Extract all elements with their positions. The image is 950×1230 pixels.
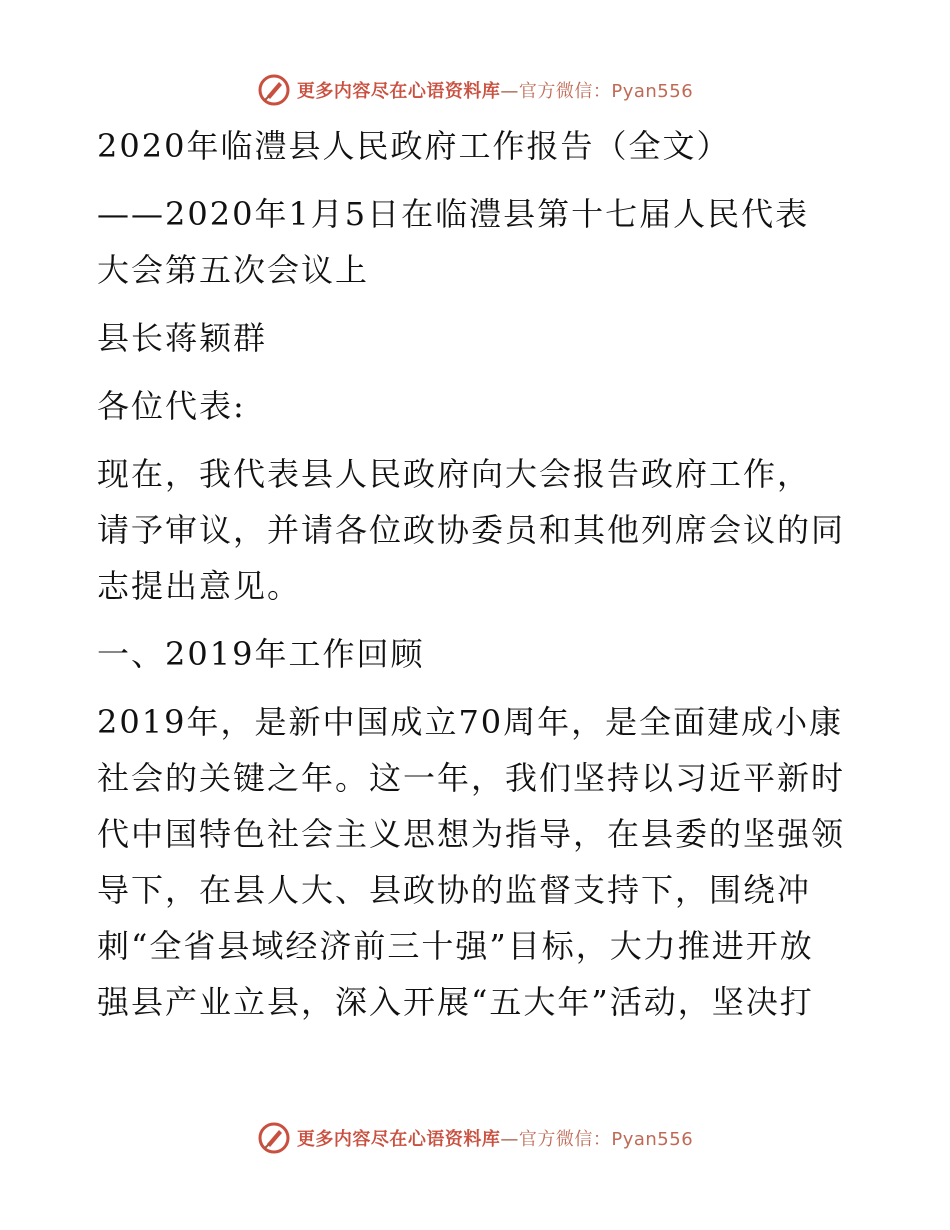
watermark-text bbox=[297, 77, 693, 103]
paragraph-title bbox=[97, 118, 857, 174]
watermark-wechat-text: 官方微信：Pyan556 bbox=[518, 81, 694, 102]
text-line: 强县产业立县，深入开展“五大年”活动，坚决打 bbox=[97, 983, 814, 1021]
watermark-dash: — bbox=[500, 1129, 519, 1150]
text-line: 志提出意见。 bbox=[97, 567, 302, 605]
watermark-main-text: 更多内容尽在心语资料库 bbox=[296, 81, 501, 102]
paragraph-section-1 bbox=[97, 626, 857, 682]
text-line: 请予审议，并请各位政协委员和其他列席会议的同 bbox=[97, 511, 846, 549]
paragraph-salutation bbox=[97, 378, 857, 434]
watermark-logo-icon bbox=[257, 73, 291, 107]
text-line: 2019年，是新中国成立70周年，是全面建成小康 bbox=[97, 703, 844, 741]
text-line: 大会第五次会议上 bbox=[97, 251, 370, 289]
text-line: ——2020年1月5日在临澧县第十七届人民代表 bbox=[97, 195, 810, 233]
text-line: 导下，在县人大、县政协的监督支持下，围绕冲 bbox=[97, 871, 812, 909]
text-line: 各位代表: bbox=[97, 387, 246, 425]
watermark-main-text: 更多内容尽在心语资料库 bbox=[296, 1129, 501, 1150]
watermark-text bbox=[297, 1125, 693, 1151]
paragraph-speaker bbox=[97, 310, 857, 366]
text-line: 一、2019年工作回顾 bbox=[97, 635, 425, 673]
paragraph-body-1 bbox=[97, 694, 857, 1030]
paragraph-subtitle bbox=[97, 186, 857, 298]
watermark-dash: — bbox=[500, 81, 519, 102]
watermark-logo-icon bbox=[257, 1121, 291, 1155]
document-body bbox=[97, 118, 857, 1042]
text-line: 现在，我代表县人民政府向大会报告政府工作， bbox=[97, 455, 812, 493]
text-line: 2020年临澧县人民政府工作报告（全文） bbox=[97, 127, 731, 165]
text-line: 社会的关键之年。这一年，我们坚持以习近平新时 bbox=[97, 759, 846, 797]
watermark-wechat-text: 官方微信：Pyan556 bbox=[518, 1129, 694, 1150]
watermark-banner-bottom bbox=[0, 1118, 950, 1158]
text-line: 代中国特色社会主义思想为指导，在县委的坚强领 bbox=[97, 815, 846, 853]
text-line: 刺“全省县域经济前三十强”目标，大力推进开放 bbox=[97, 927, 814, 965]
watermark-banner-top bbox=[0, 70, 950, 110]
text-line: 县长蒋颖群 bbox=[97, 319, 268, 357]
paragraph-intro bbox=[97, 446, 857, 614]
